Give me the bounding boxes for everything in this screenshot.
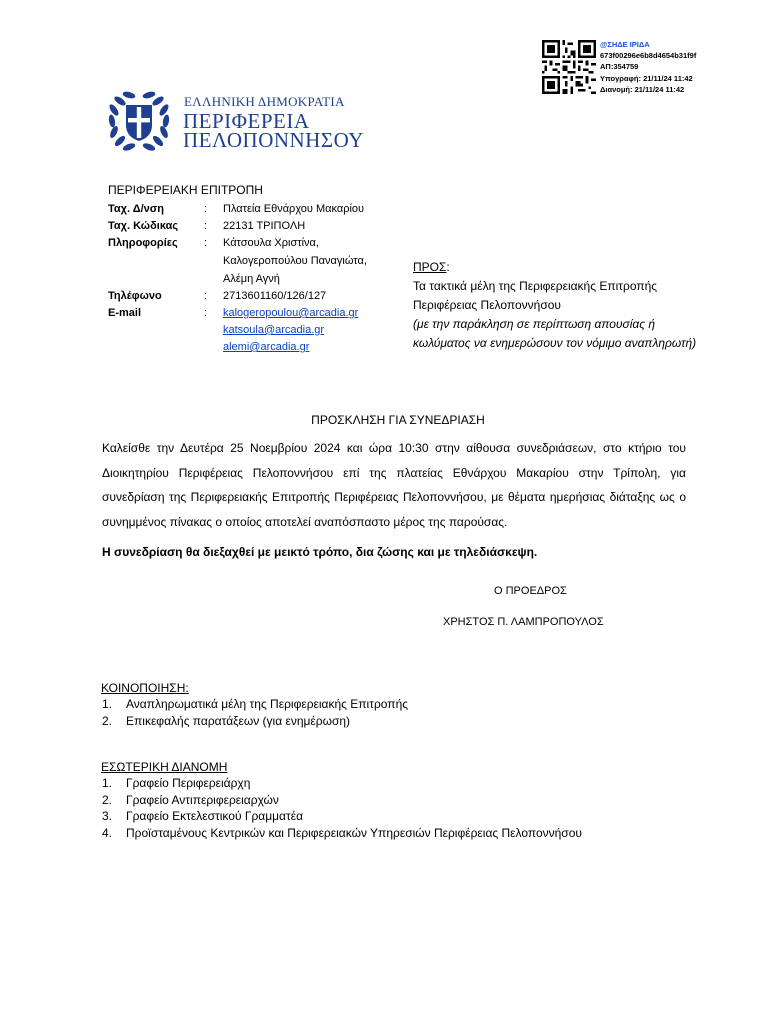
list-item [102,808,582,825]
email-link-2[interactable]: katsoula@arcadia.gr [223,324,325,336]
contact-value-3: Αλέμη Αγνή [223,273,280,285]
stamp-text [600,39,696,95]
phone-value: 2713601160/126/127 [223,290,327,302]
list-number: 2. [102,792,113,807]
recipients-line1: Τα τακτικά μέλη της Περιφερειακής Επιτροπής [413,279,658,293]
colon: : [204,237,208,249]
qr-code-icon [542,40,596,94]
email-link-3[interactable]: alemi@arcadia.gr [223,341,310,353]
recipients-line2: Περιφέρειας Πελοποννήσου [413,298,561,312]
list-text: Προϊσταμένους Κεντρικών και Περιφερειακών Υπηρεσιών Περιφέρειας Πελοποννήσου [126,825,582,840]
recipients-label-text: ΠΡΟΣ [413,260,447,274]
contact-label: Πληροφορίες [108,237,178,249]
postcode-value: 22131 ΤΡΙΠΟΛΗ [223,220,306,232]
contact-value-1: Κάτσουλα Χριστίνα, [223,237,319,249]
internal-distribution-list [102,775,582,841]
stamp-hash: 673f00296e6b8d4654b31f9f [600,51,697,61]
logo-republic-text: ΕΛΛΗΝΙΚΗ ΔΗΜΟΚΡΑΤΙΑ [184,94,345,109]
list-text: Γραφείο Εκτελεστικού Γραμματέα [126,809,304,823]
signature-stamp [540,38,720,98]
list-item [102,825,582,842]
stamp-distribution-time: Διανομή: 21/11/24 11:42 [600,84,685,94]
stamp-signature-time: Υπογραφή: 21/11/24 11:42 [600,73,693,83]
colon: : [204,290,208,302]
list-text: Γραφείο Αντιπεριφερειαρχών [126,792,279,807]
postcode-label: Ταχ. Κώδικας [108,220,179,232]
logo-region-line2: ΠΕΛΟΠΟΝΝΗΣΟΥ [183,128,364,152]
list-number: 1. [102,776,113,790]
list-item [102,713,408,730]
list-text: Επικεφαλής παρατάξεων (για ενημέρωση) [126,713,351,728]
contact-value-2: Καλογεροπούλου Παναγιώτα, [223,255,367,267]
address-value: Πλατεία Εθνάρχου Μακαρίου [223,203,365,215]
stamp-brand: @ΣΗΔΕ ΙΡΙΔΑ [600,40,650,49]
list-number: 3. [102,809,113,823]
phone-label: Τηλέφωνο [108,290,162,302]
list-item [102,775,582,792]
recipients-label-suffix: : [446,260,450,274]
internal-distribution-title: ΕΣΩΤΕΡΙΚΗ ΔΙΑΝΟΜΗ [101,760,228,774]
recipients-note: (με την παράκληση σε περίπτωση απουσίας ή κωλύματος να ενημερώσουν τον νόμιμο αναπληρωτή) [413,317,697,350]
list-text: Γραφείο Περιφερειάρχη [126,776,251,790]
email-link-1[interactable]: kalogeropoulou@arcadia.gr [223,307,359,319]
colon: : [204,220,208,232]
president-title: Ο ΠΡΟΕΔΡΟΣ [494,585,567,597]
list-item [102,696,408,713]
list-text: Αναπληρωματικά μέλη της Περιφερειακής Επιτροπής [126,697,409,711]
list-number: 2. [102,713,113,728]
notification-title-text: ΚΟΙΝΟΠΟΙΗΣΗ [101,681,186,695]
list-number: 1. [102,697,113,711]
logo-region-line1: ΠΕΡΙΦΕΡΕΙΑ [183,109,310,133]
notification-list [102,696,408,729]
committee-heading: ΠΕΡΙΦΕΡΕΙΑΚΗ ΕΠΙΤΡΟΠΗ [108,183,263,197]
invitation-title: ΠΡΟΣΚΛΗΣΗ ΓΙΑ ΣΥΝΕΔΡΙΑΣΗ [311,413,485,427]
list-number: 4. [102,825,113,840]
recipients-text [413,277,713,315]
list-item [102,792,582,809]
address-label: Ταχ. Δ/νση [108,203,165,215]
meeting-mode-text: Η συνεδρίαση θα διεξαχθεί με μεικτό τρόπο, δια ζώσης και με τηλεδιάσκεψη. [102,545,538,559]
stamp-protocol: ΑΠ:354759 [600,62,639,72]
recipients-label [413,260,450,274]
colon: : [204,203,208,215]
email-label: E-mail [108,307,142,319]
notification-title-suffix: : [185,681,189,695]
colon: : [204,307,208,319]
president-name: ΧΡΗΣΤΟΣ Π. ΛΑΜΠΡΟΠΟΥΛΟΣ [443,616,604,628]
notification-title [101,681,189,695]
invitation-body: Καλείσθε την Δευτέρα 25 Νοεμβρίου 2024 και ώρα 10:30 στην αίθουσα συνεδριάσεων, στο κτήριο του Διοικητηρίου Περιφέρειας Πελοποννήσου επί της πλατείας Εθνάρχου Μακαρίου στην Τρίπολη, για συνεδρίαση της Περιφερειακής Επιτροπής Περιφέρειας Πελοποννήσου, με θέματα ημερήσιας διάταξης ως ο συνημμένος πίνακας ο οποίος αποτελεί αναπόσπαστο μέρος της παρούσας. [102,441,686,529]
greek-emblem-icon [104,86,174,156]
